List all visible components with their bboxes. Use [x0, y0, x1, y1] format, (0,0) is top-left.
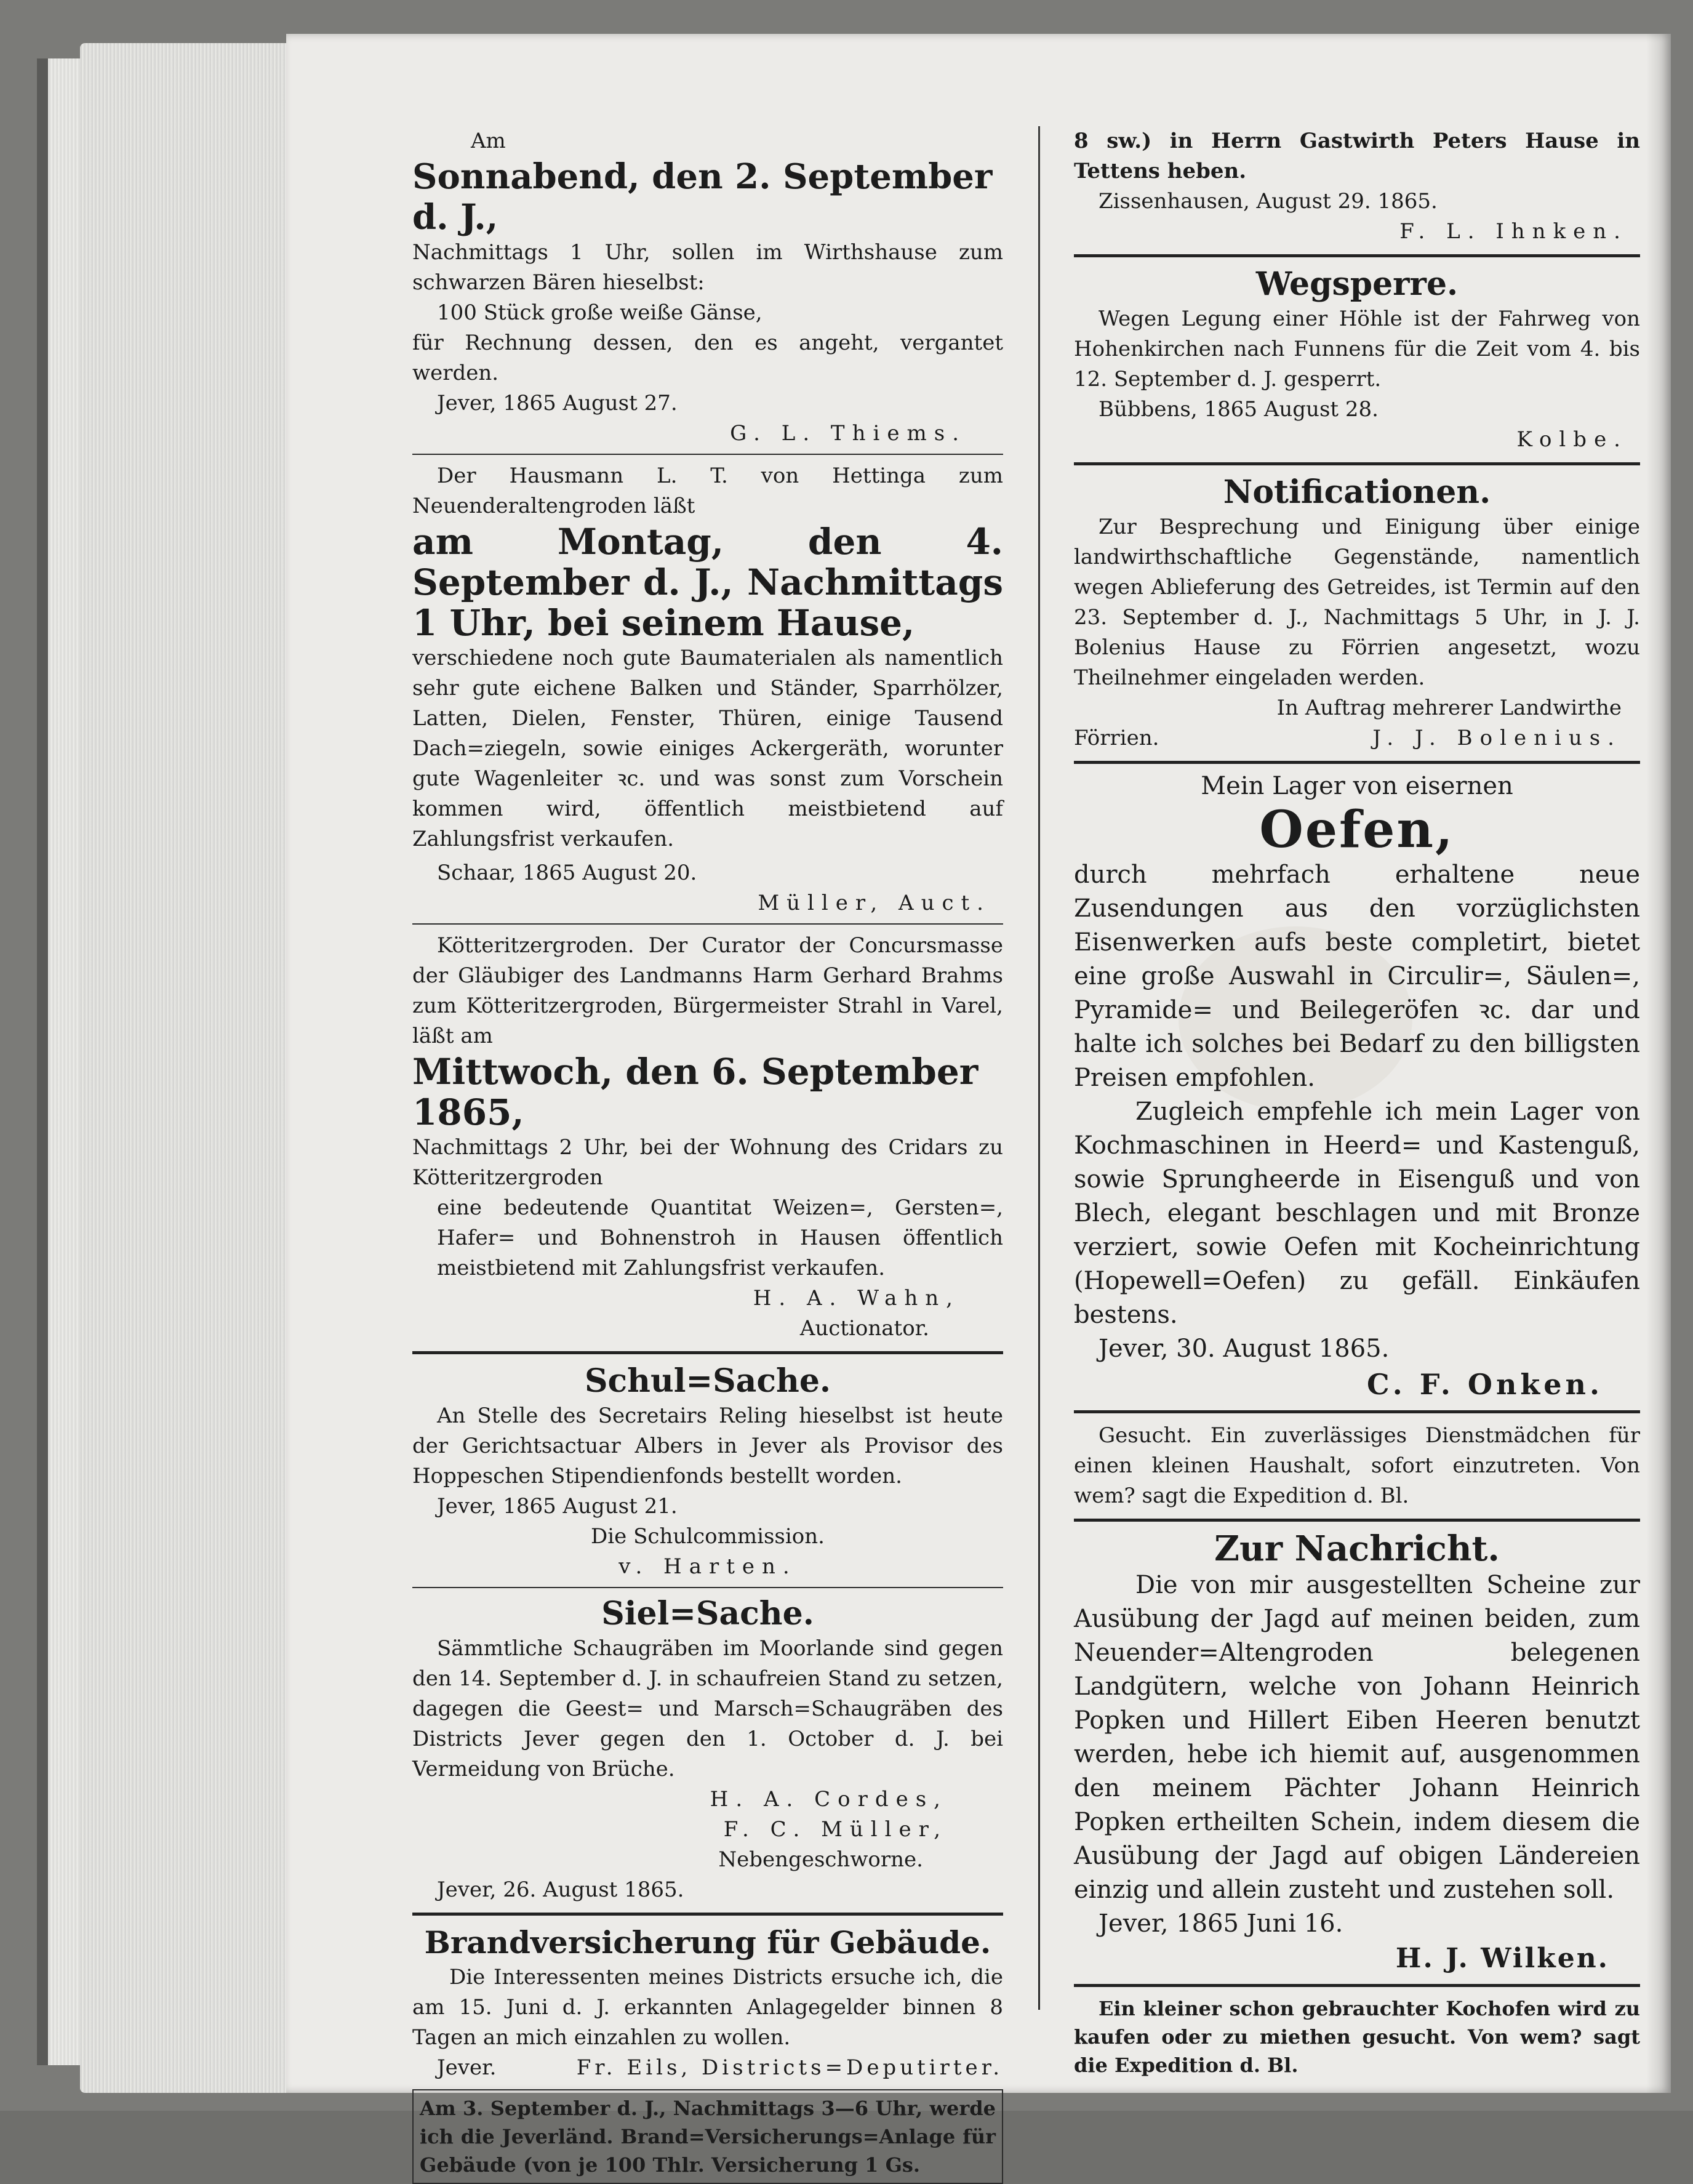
left-column — [412, 126, 1003, 2184]
column-divider — [1038, 126, 1040, 2010]
ad-headline-date: Mittwoch, den 6. September 1865, — [412, 1051, 979, 1133]
ad-signature: C. F. Onken. — [1366, 1368, 1603, 1401]
ad-signature: G. L. Thiems. — [730, 421, 966, 446]
ad-body: Die von mir ausgestellten Scheine zur Ausübung der Jagd auf meinen beiden, zum Neuender=Altengroden belegenen Landgütern, welche von Johann Heinrich Popken und Hillert Eiben Heeren benutzt werden, hebe ich hiemit auf, ausgenommen den meinem Pächter Johann Heinrich Popken ertheilten Schein, indem diesem die Ausübung der Jagd auf obigen Ländereien einzig und allein zusteht und zustehen soll. — [1074, 1571, 1640, 1904]
ad-signature-row — [1074, 723, 1640, 753]
ad-separator — [412, 1913, 1003, 1916]
ad-place: Förrien. — [1074, 726, 1159, 750]
ad-separator — [1074, 462, 1640, 465]
ad-signature: H. A. Cordes, — [710, 1787, 948, 1812]
ad-body: Gesucht. Ein zuverlässiges Dienstmädchen für einen kleinen Haushalt, sofort einzutreten. Von wem? sagt die Expedition d. Bl. — [1074, 1423, 1640, 1508]
ad-intro: Mein Lager von eisernen — [1201, 772, 1513, 800]
ad-heading: Siel=Sache. — [601, 1595, 814, 1632]
ad-heading: Wegsperre. — [1255, 265, 1459, 303]
ad-signature-row — [412, 2053, 1003, 2083]
ad-place-date: Jever, 1865 August 21. — [437, 1494, 678, 1519]
ad-straw-auction — [412, 931, 1003, 1344]
ad-separator — [1074, 1519, 1640, 1522]
ad-signature: Fr. Eils, Districts=Deputirter. — [576, 2055, 1003, 2080]
ad-signature-intro: In Auftrag mehrerer Landwirthe — [1276, 696, 1622, 720]
ad-place-date: Jever, 1865 Juni 16. — [1099, 1909, 1343, 1938]
ad-heading: Schul=Sache. — [584, 1362, 831, 1400]
ad-body: Sämmtliche Schaugräben im Moorlande sind gegen den 14. September d. J. in schaufreien Stand zu setzen, dagegen die Geest= und Marsch=Schaugräben des Districts Jever gegen den 1. October d. J. bei Vermeidung von Brüche. — [412, 1636, 1003, 1781]
ad-signature: v. Harten. — [618, 1554, 797, 1579]
ad-place-date: Zissenhausen, August 29. 1865. — [1099, 189, 1438, 214]
ad-place-date: Jever, 1865 August 27. — [437, 391, 678, 416]
ad-signature-title: Auctionator. — [799, 1316, 929, 1341]
ad-separator — [1074, 1410, 1640, 1413]
ad-signature: J. J. Bolenius. — [1372, 726, 1622, 750]
ad-headline-date: am Montag, den 4. September d. J., Nachmittags 1 Uhr, bei seinem Hause, — [412, 521, 1003, 644]
ad-separator — [412, 1587, 1003, 1588]
ad-heading: Brandversicherung für Gebäude. — [424, 1924, 991, 1961]
ad-body: durch mehrfach erhaltene neue Zusendungen aus den vorzüglichsten Eisenwerken aufs beste completirt, bietet eine große Auswahl in Circulir=, Säulen=, Pyramide= und Beilegeröfen ꝛc. dar und halte ich solches bei Bedarf zu den billigsten Preisen empfohlen. — [1074, 861, 1640, 1092]
ad-heading: Zur Nachricht. — [1214, 1528, 1500, 1569]
ad-body: An Stelle des Secretairs Reling hieselbst ist heute der Gerichtsactuar Albers in Jever als Provisor des Hoppeschen Stipendienfonds bestellt worden. — [412, 1403, 1003, 1488]
ad-body: verschiedene noch gute Baumaterialen als namentlich sehr gute eichene Balken und Ständer, Sparrhölzer, Latten, Dielen, Fenster, Thüren, einige Tausend Dach=ziegeln, sowie einiges Ackergeräth, worunter gute Wagenleiter ꝛc. und was sonst zum Vorschein kommen wird, öffentlich meistbietend auf Zahlungsfrist verkaufen. — [412, 646, 1003, 851]
ad-body: 8 sw.) in Herrn Gastwirth Peters Hause in Tettens heben. — [1074, 129, 1640, 183]
ad-body: Die Interessenten meines Districts ersuche ich, die am 15. Juni d. J. erkannten Anlagegelder binnen 8 Tagen an mich einzahlen zu wollen. — [412, 1965, 1003, 2050]
ad-place: Jever. — [437, 2055, 497, 2080]
ad-body: Zur Besprechung und Einigung über einige landwirthschaftliche Gegenstände, namentlich wegen Ablieferung des Getreides, ist Termin auf den 23. September d. J., Nachmittags 5 Uhr, in J. J. Bolenius Hause zu Förrien angesetzt, wozu Theilnehmer eingeladen werden. — [1074, 515, 1640, 690]
ad-body: eine bedeutende Quantitat Weizen=, Gersten=, Hafer= und Bohnenstroh in Hausen öffentlich meistbietend mit Zahlungsfrist verkaufen. — [437, 1195, 1003, 1280]
ad-separator — [1074, 1984, 1640, 1987]
ad-notifications — [1074, 473, 1640, 753]
ad-headline-date: Sonnabend, den 2. September d. J., — [412, 156, 993, 238]
ad-signature: Müller, Auct. — [758, 891, 991, 915]
ad-stoves — [1074, 771, 1640, 1403]
ad-road-closure — [1074, 265, 1640, 455]
ad-signature: Kolbe. — [1516, 427, 1628, 452]
ad-signature-title: Nebengeschworne. — [718, 1847, 923, 1872]
ad-separator — [1074, 254, 1640, 257]
ad-school-notice — [412, 1362, 1003, 1582]
ad-body: Zugleich empfehle ich mein Lager von Kochmaschinen in Heerd= und Kastenguß, sowie Sprungheerde in Eisenguß und von Blech, elegant beschlagen und mit Bronze verziert, sowie Oefen mit Kocheinrichtung (Hopewell=Oefen) zu gefäll. Einkäufen bestens. — [1074, 1098, 1640, 1329]
ad-signature: F. L. Ihnken. — [1399, 219, 1628, 244]
ad-separator — [1074, 761, 1640, 764]
ad-body: Ein kleiner schon gebrauchter Kochofen wird zu kaufen oder zu miethen gesucht. Von wem? sagt die Expedition d. Bl. — [1074, 1997, 1640, 2077]
ad-separator — [412, 1351, 1003, 1354]
ad-sluice-notice — [412, 1594, 1003, 1905]
ad-signature: H. J. Wilken. — [1395, 1943, 1609, 1974]
right-column — [1074, 126, 1640, 2079]
ad-place-date: Bübbens, 1865 August 28. — [1099, 397, 1379, 422]
ad-signature: H. A. Wahn, — [753, 1286, 960, 1311]
ad-body: Wegen Legung einer Höhle ist der Fahrweg von Hohenkirchen nach Funnens für die Zeit vom 4. bis 12. September d. J. gesperrt. — [1074, 307, 1640, 391]
ad-heading: Notificationen. — [1223, 473, 1491, 511]
ad-signature-body: Die Schulcommission. — [591, 1524, 825, 1549]
ad-stove-wanted — [1074, 1994, 1640, 2079]
ad-body: Nachmittags 2 Uhr, bei der Wohnung des Cridars zu Kötteritzergroden — [412, 1135, 1003, 1190]
ad-intro: Der Hausmann L. T. von Hettinga zum Neuenderaltengroden läßt — [412, 464, 1003, 518]
ad-body: Am 3. September d. J., Nachmittags 3—6 Uhr, werde ich die Jeverländ. Brand=Versicherungs=Anlage für Gebäude (von je 100 Thlr. Versicherung 1 Gs. — [420, 2097, 996, 2177]
ad-separator — [412, 454, 1003, 455]
ad-item: 100 Stück große weiße Gänse, — [437, 300, 762, 325]
ad-goose-auction — [412, 126, 1003, 449]
page-shadow — [1646, 34, 1671, 2093]
ad-collection-continued — [1074, 126, 1640, 247]
ad-place-date: Jever, 26. August 1865. — [437, 1877, 684, 1902]
ad-body: Nachmittags 1 Uhr, sollen im Wirthshause zum schwarzen Bären hieselbst: — [412, 240, 1003, 295]
ad-headline: Oefen, — [1259, 800, 1455, 859]
ad-maid-wanted — [1074, 1421, 1640, 1511]
ad-body: für Rechnung dessen, den es angeht, vergantet werden. — [412, 331, 1003, 385]
ad-intro: Kötteritzergroden. Der Curator der Concursmasse der Gläubiger des Landmanns Harm Gerhard Brahms zum Kötteritzergroden, Bürgermeister Strahl in Varel, läßt am — [412, 933, 1003, 1048]
ad-building-materials — [412, 461, 1003, 918]
book-page-edges — [80, 43, 308, 2093]
ad-signature: F. C. Müller, — [723, 1817, 948, 1842]
ad-hunting-notice — [1074, 1529, 1640, 1977]
ad-place-date: Jever, 30. August 1865. — [1099, 1335, 1390, 1363]
ad-separator — [412, 923, 1003, 925]
ad-insurance-collection — [412, 2089, 1003, 2184]
ad-place-date: Schaar, 1865 August 20. — [437, 861, 697, 885]
newspaper-page — [286, 34, 1671, 2177]
ad-fire-insurance — [412, 1923, 1003, 2083]
ad-line: Am — [471, 129, 506, 153]
